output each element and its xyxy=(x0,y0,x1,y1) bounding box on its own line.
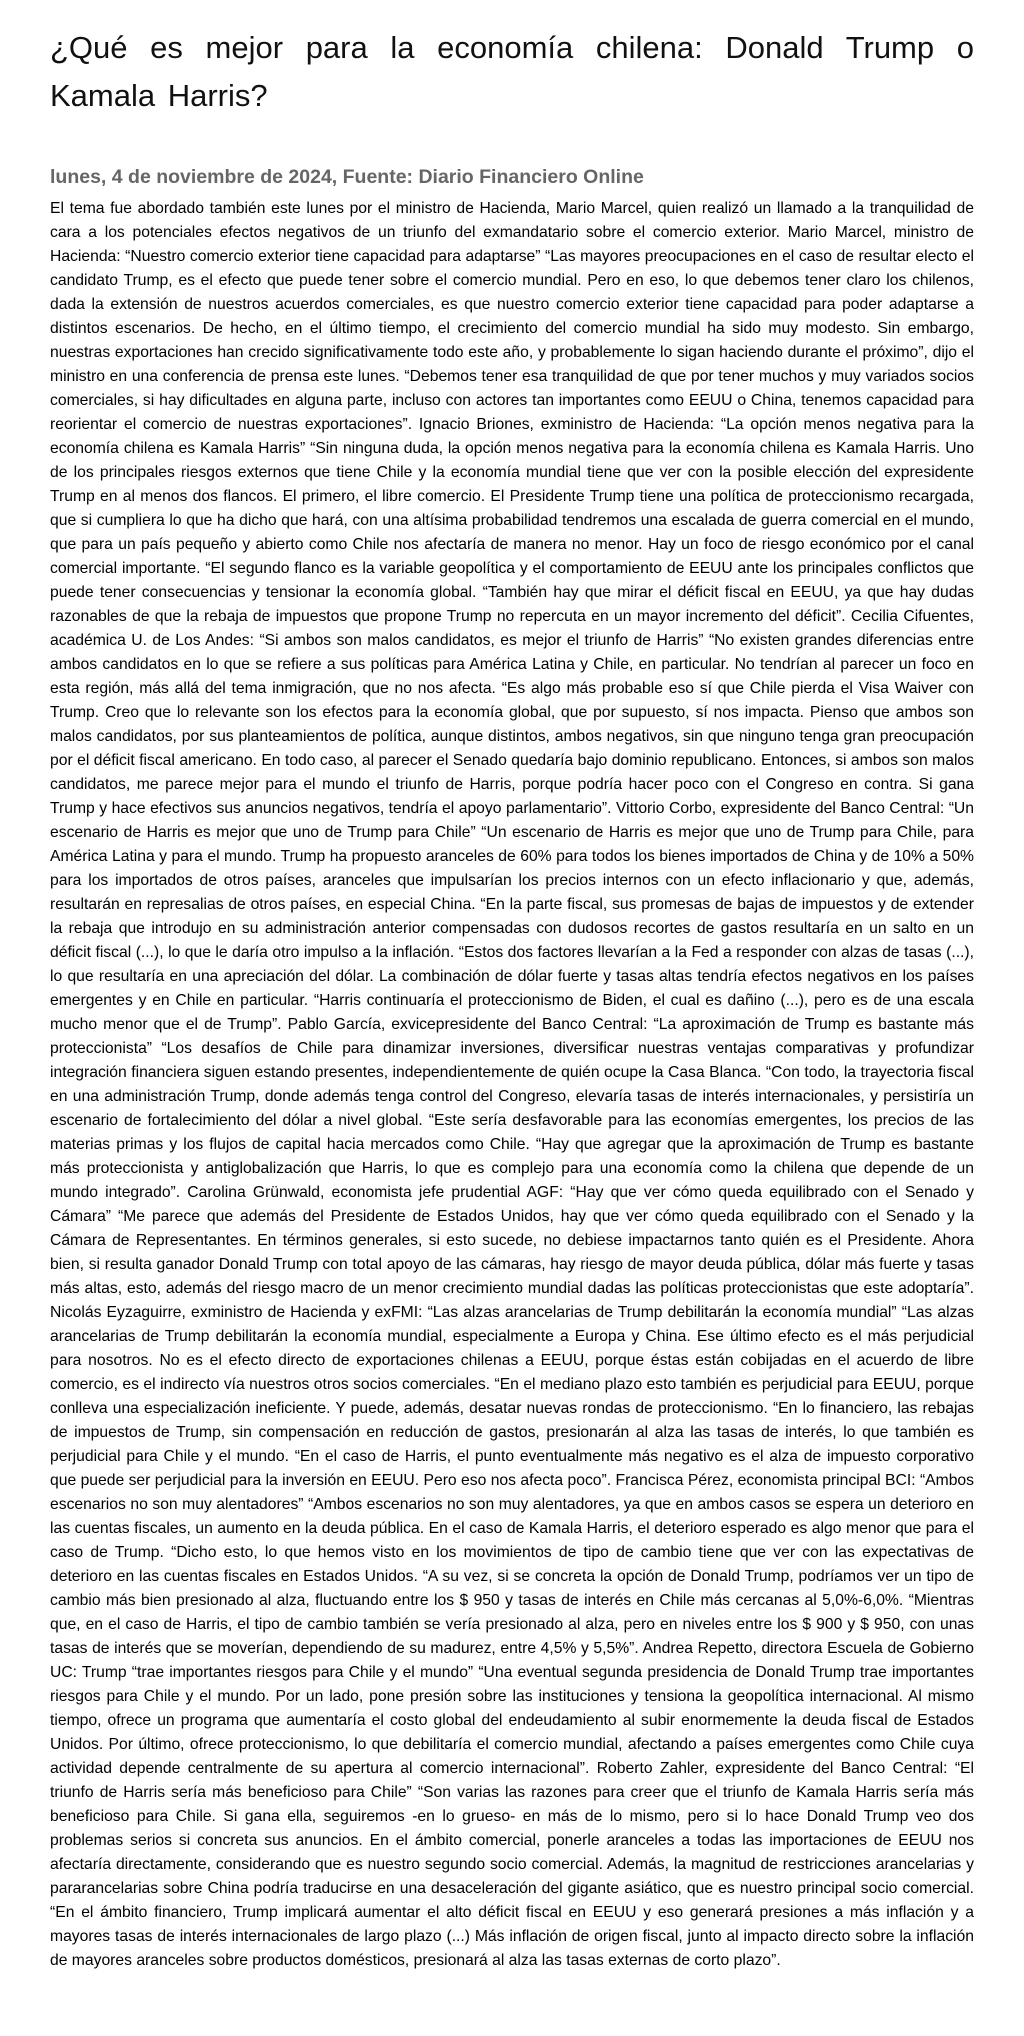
article-dateline: lunes, 4 de noviembre de 2024, Fuente: Diario Financiero Online xyxy=(50,166,644,188)
article-title: ¿Qué es mejor para la economía chilena: Donald Trump o Kamala Harris? xyxy=(50,30,974,113)
article-body: El tema fue abordado también este lunes por el ministro de Hacienda, Mario Marcel, quien realizó un llamado a la tranquilidad de cara a los potenciales efectos negativos de un triunfo del exmandatario sobre el comercio exterior. Mario Marcel, ministro de Hacienda: “Nuestro comercio exterior tiene capacidad para adaptarse” “Las mayores preocupaciones en el caso de resultar electo el candidato Trump, es el efecto que puede tener sobre el comercio mundial. Pero en eso, lo que debemos tener claro los chilenos, dada la extensión de nuestros acuerdos comerciales, es que nuestro comercio exterior tiene capacidad para poder adaptarse a distintos escenarios. De hecho, en el último tiempo, el crecimiento del comercio mundial ha sido muy modesto. Sin embargo, nuestras exportaciones han crecido significativamente todo este año, y probablemente lo sigan haciendo durante el próximo”, dijo el ministro en una conferencia de prensa este lunes. “Debemos tener esa tranquilidad de que por tener muchos y muy variados socios comerciales, si hay dificultades en alguna parte, incluso con actores tan importantes como EEUU o China, tenemos capacidad para reorientar el comercio de nuestras exportaciones”. Ignacio Briones, exministro de Hacienda: “La opción menos negativa para la economía chilena es Kamala Harris” “Sin ninguna duda, la opción menos negativa para la economía chilena es Kamala Harris. Uno de los principales riesgos externos que tiene Chile y la economía mundial tiene que ver con la posible elección del expresidente Trump en al menos dos flancos. El primero, el libre comercio. El Presidente Trump tiene una política de proteccionismo recargada, que si cumpliera lo que ha dicho que hará, con una altísima probabilidad tendremos una escalada de guerra comercial en el mundo, que para un país pequeño y abierto como Chile nos afectaría de manera no menor. Hay un foco de riesgo económico por el canal comercial importante. “El segundo flanco es la variable geopolítica y el comportamiento de EEUU ante los principales conflictos que puede tener consecuencias y tensionar la economía global. “También hay que mirar el déficit fiscal en EEUU, ya que hay dudas razonables de que la rebaja de impuestos que propone Trump no repercuta en un mayor incremento del déficit”. Cecilia Cifuentes, académica U. de Los Andes: “Si ambos son malos candidatos, es mejor el triunfo de Harris” “No existen grandes diferencias entre ambos candidatos en lo que se refiere a sus políticas para América Latina y Chile, en particular. No tendrían al parecer un foco en esta región, más allá del tema inmigración, que no nos afecta. “Es algo más probable eso sí que Chile pierda el Visa Waiver con Trump. Creo que lo relevante son los efectos para la economía global, que por supuesto, sí nos impacta. Pienso que ambos son malos candidatos, por sus planteamientos de política, aunque distintos, ambos negativos, sin que ninguno tenga gran preocupación por el déficit fiscal americano. En todo caso, al parecer el Senado quedaría bajo dominio republicano. Entonces, si ambos son malos candidatos, me parece mejor para el mundo el triunfo de Harris, porque podría hacer poco con el Congreso en contra. Si gana Trump y hace efectivos sus anuncios negativos, tendría el apoyo parlamentario”. Vittorio Corbo, expresidente del Banco Central: “Un escenario de Harris es mejor que uno de Trump para Chile” “Un escenario de Harris es mejor que uno de Trump para Chile, para América Latina y para el mundo. Trump ha propuesto aranceles de 60% para todos los bienes importados de China y de 10% a 50% para los importados de otros países, aranceles que impulsarían los precios internos con un efecto inflacionario y que, además, resultarán en represalias de otros países, en especial China. “En la parte fiscal, sus promesas de bajas de impuestos y de extender la rebaja que introdujo en su administración anterior compensadas con dudosos recortes de gastos resultaría en un salto en un déficit fiscal (...), lo que le daría otro impulso a la inflación. “Estos dos factores llevarían a la Fed a responder con alzas de tasas (...), lo que resultaría en una apreciación del dólar. La combinación de dólar fuerte y tasas altas tendría efectos negativos en los países emergentes y en Chile en particular. “Harris continuaría el proteccionismo de Biden, el cual es dañino (...), pero es de una escala mucho menor que el de Trump”. Pablo García, exvicepresidente del Banco Central: “La aproximación de Trump es bastante más proteccionista” “Los desafíos de Chile para dinamizar inversiones, diversificar nuestras ventajas comparativas y profundizar integración financiera siguen estando presentes, independientemente de quién ocupe la Casa Blanca. “Con todo, la trayectoria fiscal en una administración Trump, donde además tenga control del Congreso, elevaría tasas de interés internacionales, y persistiría un escenario de fortalecimiento del dólar a nivel global. “Este sería desfavorable para las economías emergentes, los precios de las materias primas y los flujos de capital hacia mercados como Chile. “Hay que agregar que la aproximación de Trump es bastante más proteccionista y antiglobalización que Harris, lo que es complejo para una economía como la chilena que depende de un mundo integrado”. Carolina Grünwald, economista jefe prudential AGF: “Hay que ver cómo queda equilibrado con el Senado y Cámara” “Me parece que además del Presidente de Estados Unidos, hay que ver cómo queda equilibrado con el Senado y la Cámara de Representantes. En términos generales, si esto sucede, no debiese impactarnos tanto quién es el Presidente. Ahora bien, si resulta ganador Donald Trump con total apoyo de las cámaras, hay riesgo de mayor deuda pública, dólar más fuerte y tasas más altas, esto, además del riesgo macro de un menor crecimiento mundial dadas las políticas proteccionistas que este adoptaría”. Nicolás Eyzaguirre, exministro de Hacienda y exFMI: “Las alzas arancelarias de Trump debilitarán la economía mundial” “Las alzas arancelarias de Trump debilitarán la economía mundial, especialmente a Europa y China. Ese último efecto es el más perjudicial para nosotros. No es el efecto directo de exportaciones chilenas a EEUU, porque éstas están cobijadas en el acuerdo de libre comercio, es el indirecto vía nuestros otros socios comerciales. “En el mediano plazo esto también es perjudicial para EEUU, porque conlleva una especialización ineficiente. Y puede, además, desatar nuevas rondas de proteccionismo. “En lo financiero, las rebajas de impuestos de Trump, sin compensación en reducción de gastos, presionarán al alza las tasas de interés, lo que también es perjudicial para Chile y el mundo. “En el caso de Harris, el punto eventualmente más negativo es el alza de impuesto corporativo que puede ser perjudicial para la inversión en EEUU. Pero eso nos afecta poco”. Francisca Pérez, economista principal BCI: “Ambos escenarios no son muy alentadores” “Ambos escenarios no son muy alentadores, ya que en ambos casos se espera un deterioro en las cuentas fiscales, un aumento en la deuda pública. En el caso de Kamala Harris, el deterioro esperado es algo menor que para el caso de Trump. “Dicho esto, lo que hemos visto en los movimientos de tipo de cambio tiene que ver con las expectativas de deterioro en las cuentas fiscales en Estados Unidos. “A su vez, si se concreta la opción de Donald Trump, podríamos ver un tipo de cambio más bien presionado al alza, fluctuando entre los $ 950 y tasas de interés en Chile más cercanas al 5,0%-6,0%. “Mientras que, en el caso de Harris, el tipo de cambio también se vería presionado al alza, pero en niveles entre los $ 900 y $ 950, con unas tasas de interés que se moverían, dependiendo de su madurez, entre 4,5% y 5,5%”. Andrea Repetto, directora Escuela de Gobierno UC: Trump “trae importantes riesgos para Chile y el mundo” “Una eventual segunda presidencia de Donald Trump trae importantes riesgos para Chile y el mundo. Por un lado, pone presión sobre las instituciones y tensiona la geopolítica internacional. Al mismo tiempo, ofrece un programa que aumentaría el costo global del endeudamiento al subir enormemente la deuda fiscal de Estados Unidos. Por último, ofrece proteccionismo, lo que debilitaría el comercio mundial, afectando a países emergentes como Chile cuya actividad depende centralmente de su apertura al comercio internacional”. Roberto Zahler, expresidente del Banco Central: “El triunfo de Harris sería más beneficioso para Chile” “Son varias las razones para creer que el triunfo de Kamala Harris sería más beneficioso para Chile. Si gana ella, seguiremos -en lo grueso- en más de lo mismo, pero si lo hace Donald Trump veo dos problemas serios si concreta sus anuncios. En el ámbito comercial, ponerle aranceles a todas las importaciones de EEUU nos afectaría directamente, considerando que es nuestro segundo socio comercial. Además, la magnitud de restricciones arancelarias y pararancelarias sobre China podría traducirse en una desaceleración del gigante asiático, que es nuestro principal socio comercial. “En el ámbito financiero, Trump implicará aumentar el alto déficit fiscal en EEUU y eso generará presiones a más inflación y a mayores tasas de interés internacionales de largo plazo (...) Más inflación de origen fiscal, junto al impacto directo sobre la inflación de mayores aranceles sobre productos domésticos, presionará al alza las tasas externas de corto plazo”. xyxy=(50,200,974,1969)
